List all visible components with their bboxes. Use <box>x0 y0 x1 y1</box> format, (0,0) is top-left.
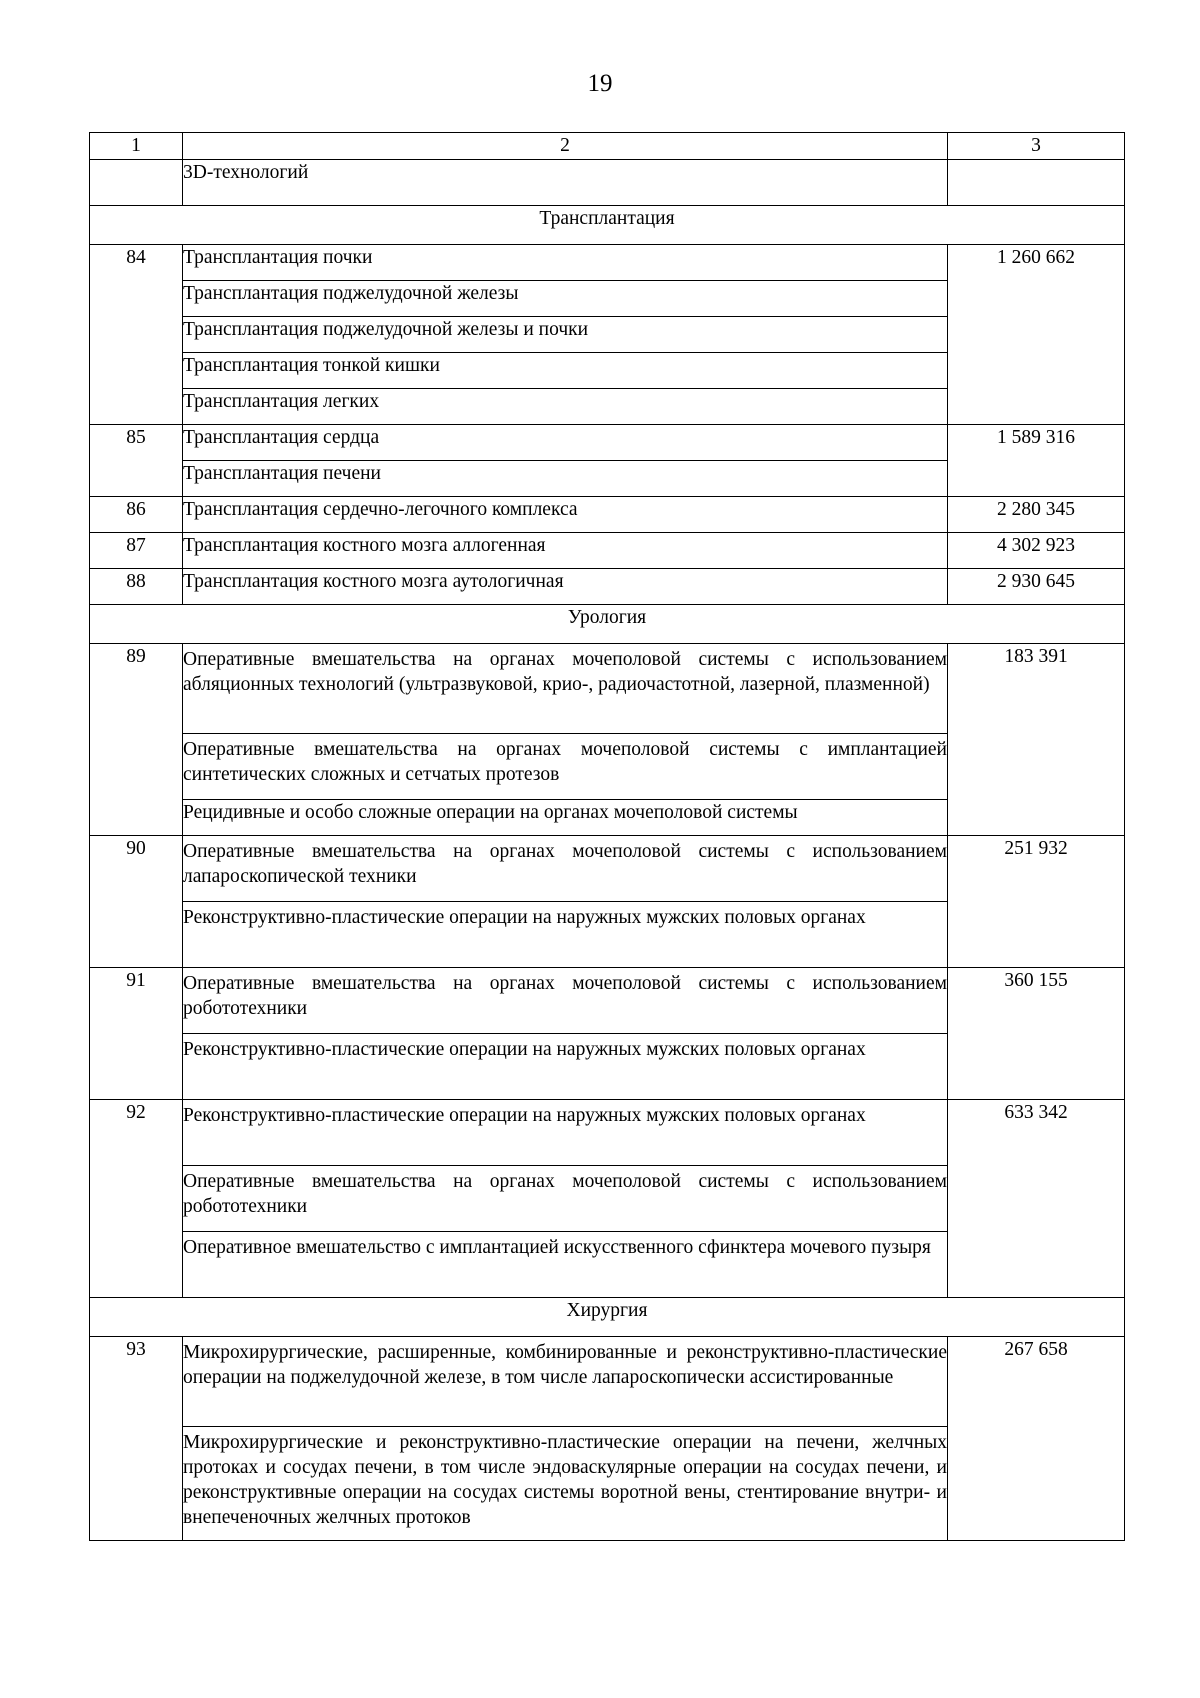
service-description: Оперативные вмешательства на органах мочеполовой системы с имплантацией синтетических сложных и сетчатых протезов <box>183 734 948 800</box>
page-number: 19 <box>587 70 613 97</box>
table-row <box>90 968 1125 1034</box>
header-col-3: 3 <box>948 133 1125 160</box>
tariff-value: 267 658 <box>948 1337 1125 1541</box>
service-description: Рецидивные и особо сложные операции на органах мочеполовой системы <box>183 800 948 836</box>
table-row <box>90 1100 1125 1166</box>
table-row <box>90 425 1125 461</box>
header-col-1: 1 <box>90 133 183 160</box>
table-row <box>90 1337 1125 1427</box>
service-description: Оперативные вмешательства на органах мочеполовой системы с использованием абляционных технологий (ультразвуковой, крио-, радиочастотной, лазерной, плазменной) <box>183 644 948 734</box>
row-number: 90 <box>90 836 183 968</box>
service-description: Реконструктивно-пластические операции на наружных мужских половых органах <box>183 902 948 968</box>
table-row <box>90 497 1125 533</box>
service-description: Микрохирургические и реконструктивно-пластические операции на печени, желчных протоках и сосудах печени, в том числе эндоваскулярные операции на сосудах печени, и реконструктивные операции на сосудах системы воротной вены, стентирование внутри- и внепеченочных желчных протоков <box>183 1427 948 1541</box>
service-description: Микрохирургические, расширенные, комбинированные и реконструктивно-пластические операции на поджелудочной железе, в том числе лапароскопически ассистированные <box>183 1337 948 1427</box>
row-number: 88 <box>90 569 183 605</box>
continuation-text: 3D-технологий <box>183 160 948 206</box>
header-row <box>90 133 1125 160</box>
service-description: Оперативные вмешательства на органах мочеполовой системы с использованием робототехники <box>183 1166 948 1232</box>
service-description: Оперативные вмешательства на органах мочеполовой системы с использованием лапароскопической техники <box>183 836 948 902</box>
table-row <box>90 836 1125 902</box>
table-row <box>90 533 1125 569</box>
tariff-value: 251 932 <box>948 836 1125 968</box>
table-row <box>90 245 1125 281</box>
section-title: Трансплантация <box>90 206 1125 245</box>
row-number: 84 <box>90 245 183 425</box>
tariff-value: 633 342 <box>948 1100 1125 1298</box>
service-description: Трансплантация тонкой кишки <box>183 353 948 389</box>
table-row <box>90 569 1125 605</box>
tariff-value: 2 930 645 <box>948 569 1125 605</box>
tariff-value: 183 391 <box>948 644 1125 836</box>
tariff-value: 4 302 923 <box>948 533 1125 569</box>
row-number: 87 <box>90 533 183 569</box>
row-number: 92 <box>90 1100 183 1298</box>
continuation-number-cell <box>90 160 183 206</box>
section-row <box>90 206 1125 245</box>
section-row <box>90 605 1125 644</box>
service-description: Трансплантация почки <box>183 245 948 281</box>
tariff-value: 360 155 <box>948 968 1125 1100</box>
tariff-value: 1 260 662 <box>948 245 1125 425</box>
row-number: 85 <box>90 425 183 497</box>
service-description: Трансплантация поджелудочной железы <box>183 281 948 317</box>
continuation-value-cell <box>948 160 1125 206</box>
row-number: 93 <box>90 1337 183 1541</box>
row-number: 91 <box>90 968 183 1100</box>
header-col-2: 2 <box>183 133 948 160</box>
service-description: Реконструктивно-пластические операции на наружных мужских половых органах <box>183 1100 948 1166</box>
section-title: Урология <box>90 605 1125 644</box>
tariff-value: 1 589 316 <box>948 425 1125 497</box>
section-row <box>90 1298 1125 1337</box>
continuation-row <box>90 160 1125 206</box>
service-description: Оперативные вмешательства на органах мочеполовой системы с использованием робототехники <box>183 968 948 1034</box>
section-title: Хирургия <box>90 1298 1125 1337</box>
services-table <box>89 132 1125 1541</box>
service-description: Трансплантация печени <box>183 461 948 497</box>
row-number: 89 <box>90 644 183 836</box>
service-description: Трансплантация поджелудочной железы и почки <box>183 317 948 353</box>
table-row <box>90 644 1125 734</box>
row-number: 86 <box>90 497 183 533</box>
tariff-value: 2 280 345 <box>948 497 1125 533</box>
service-description: Трансплантация костного мозга аллогенная <box>183 533 948 569</box>
service-description: Трансплантация сердечно-легочного комплекса <box>183 497 948 533</box>
service-description: Трансплантация сердца <box>183 425 948 461</box>
service-description: Оперативное вмешательство с имплантацией искусственного сфинктера мочевого пузыря <box>183 1232 948 1298</box>
service-description: Трансплантация легких <box>183 389 948 425</box>
service-description: Реконструктивно-пластические операции на наружных мужских половых органах <box>183 1034 948 1100</box>
service-description: Трансплантация костного мозга аутологичная <box>183 569 948 605</box>
